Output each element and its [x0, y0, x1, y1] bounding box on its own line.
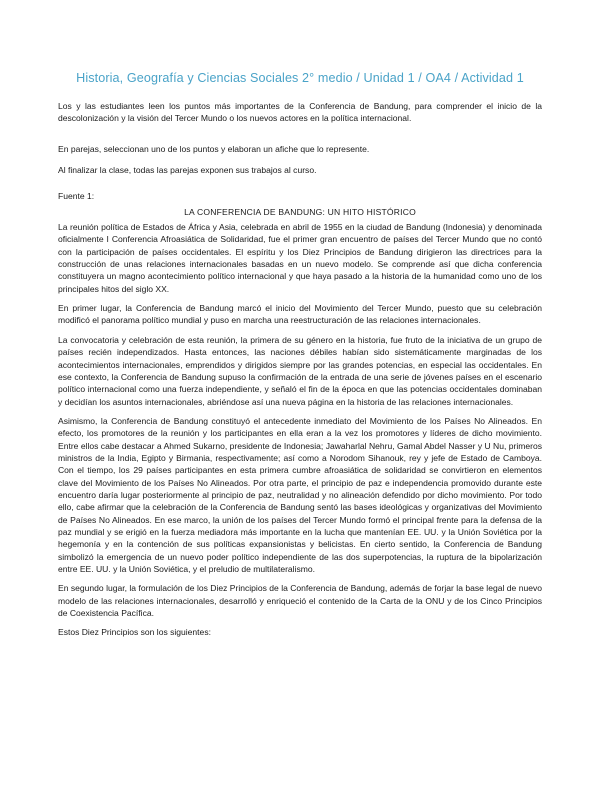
intro-paragraph-1: Los y las estudiantes leen los puntos más importantes de la Conferencia de Bandung, para comprender el inicio de la descolonización y la visión del Tercer Mundo o los nuevos actores en la política internacional.	[58, 101, 542, 124]
intro-paragraph-3: Al finalizar la clase, todas las parejas exponen sus trabajos al curso.	[58, 165, 317, 176]
source-label: Fuente 1:	[58, 191, 95, 202]
intro-paragraph-2: En parejas, seleccionan uno de los puntos y elaboran un afiche que lo represente.	[58, 143, 370, 154]
body-paragraph-1: La reunión política de Estados de África y Asia, celebrada en abril de 1955 en la ciudad de Bandung (Indonesia) y denominada oficialmente I Conferencia Afroasiática de Solidaridad, fue el primer gran encuentro de países del Tercer Mundo que no contó con la participación de países occidentales. El espíritu y los Diez Principios de Bandung dirigieron las directrices para la construcción de unas relaciones internacionales basadas en un nuevo modelo. Se comprende así que dicha conferencia constituyera un magno acontecimiento político internacional y que haya pasado a la historia de la humanidad como uno de los principales hitos del siglo XX.	[58, 222, 542, 294]
body-paragraph-6: Estos Diez Principios son los siguientes:	[58, 627, 211, 638]
body-paragraph-4: Asimismo, la Conferencia de Bandung constituyó el antecedente inmediato del Movimiento de los Países No Alineados. En efecto, los promotores de la reunión y los participantes en ella eran a la vez los promotores y líderes de dicho movimiento. Entre ellos cabe destacar a Ahmed Sukarno, presidente de Indonesia; Jawaharlal Nehru, Gamal Abdel Nasser y U Nu, primeros ministros de la India, Egipto y Birmania, respectivamente; así como a Norodom Sihanouk, rey y jefe de Estado de Camboya. Con el tiempo, los 29 países participantes en esta primera cumbre afroasiática de solidaridad se convirtieron en elementos clave del Movimiento de los Países No Alineados. Por otra parte, el principio de paz e independencia promovido durante este encuentro daría lugar posteriormente al principio de paz, neutralidad y no alineación defendido por dicho movimiento. Por todo ello, cabe afirmar que la celebración de la Conferencia de Bandung sentó las bases ideológicas y organizativas del Movimiento de Países No Alineados. En ese marco, la unión de los países del Tercer Mundo formó el principal frente para la defensa de la paz mundial y se erigió en la fuerza mediadora más importante en la lucha que mantenían EE. UU. y la Unión Soviética por la hegemonía y en la contención de sus políticas expansionistas y belicistas. En cierto sentido, la Conferencia de Bandung simbolizó la emergencia de un nuevo poder político independiente de las dos superpotencias, la ruptura de la bipolarización entre EE. UU. y la Unión Soviética, y el preludio de multilateralismo.	[58, 415, 542, 574]
body-paragraph-3: La convocatoria y celebración de esta reunión, la primera de su género en la historia, fue fruto de la iniciativa de un grupo de países recién independizados. Hasta entonces, las naciones débiles habían sido sistemáticamente marginadas de los acontecimientos internacionales, emprendidos y dirigidos siempre por las grandes potencias, en especial las occidentales. En ese contexto, la Conferencia de Bandung supuso la confirmación de la entrada de una serie de jóvenes países en el escenario político internacional como una fuerza independiente, y señaló el fin de la época en que las potencias occidentales dominaban y decidían los asuntos internacionales, abriéndose así una nueva página en la historia de las relaciones internacionales.	[58, 334, 542, 407]
body-paragraph-5: En segundo lugar, la formulación de los Diez Principios de la Conferencia de Bandung, además de forjar la base legal de nuevo modelo de las relaciones internacionales, desarrolló y enriqueció el contenido de la Carta de la ONU y de los Cinco Principios de Coexistencia Pacífica.	[58, 583, 542, 619]
source-title: LA CONFERENCIA DE BANDUNG: UN HITO HISTÓRICO	[184, 206, 416, 217]
body-paragraph-2: En primer lugar, la Conferencia de Bandung marcó el inicio del Movimiento del Tercer Mundo, puesto que su celebración modificó el panorama político mundial y puso en marcha una reestructuración de las relaciones internacionales.	[58, 303, 542, 326]
page-title: Historia, Geografía y Ciencias Sociales 2° medio / Unidad 1 / OA4 / Actividad 1	[76, 71, 524, 85]
